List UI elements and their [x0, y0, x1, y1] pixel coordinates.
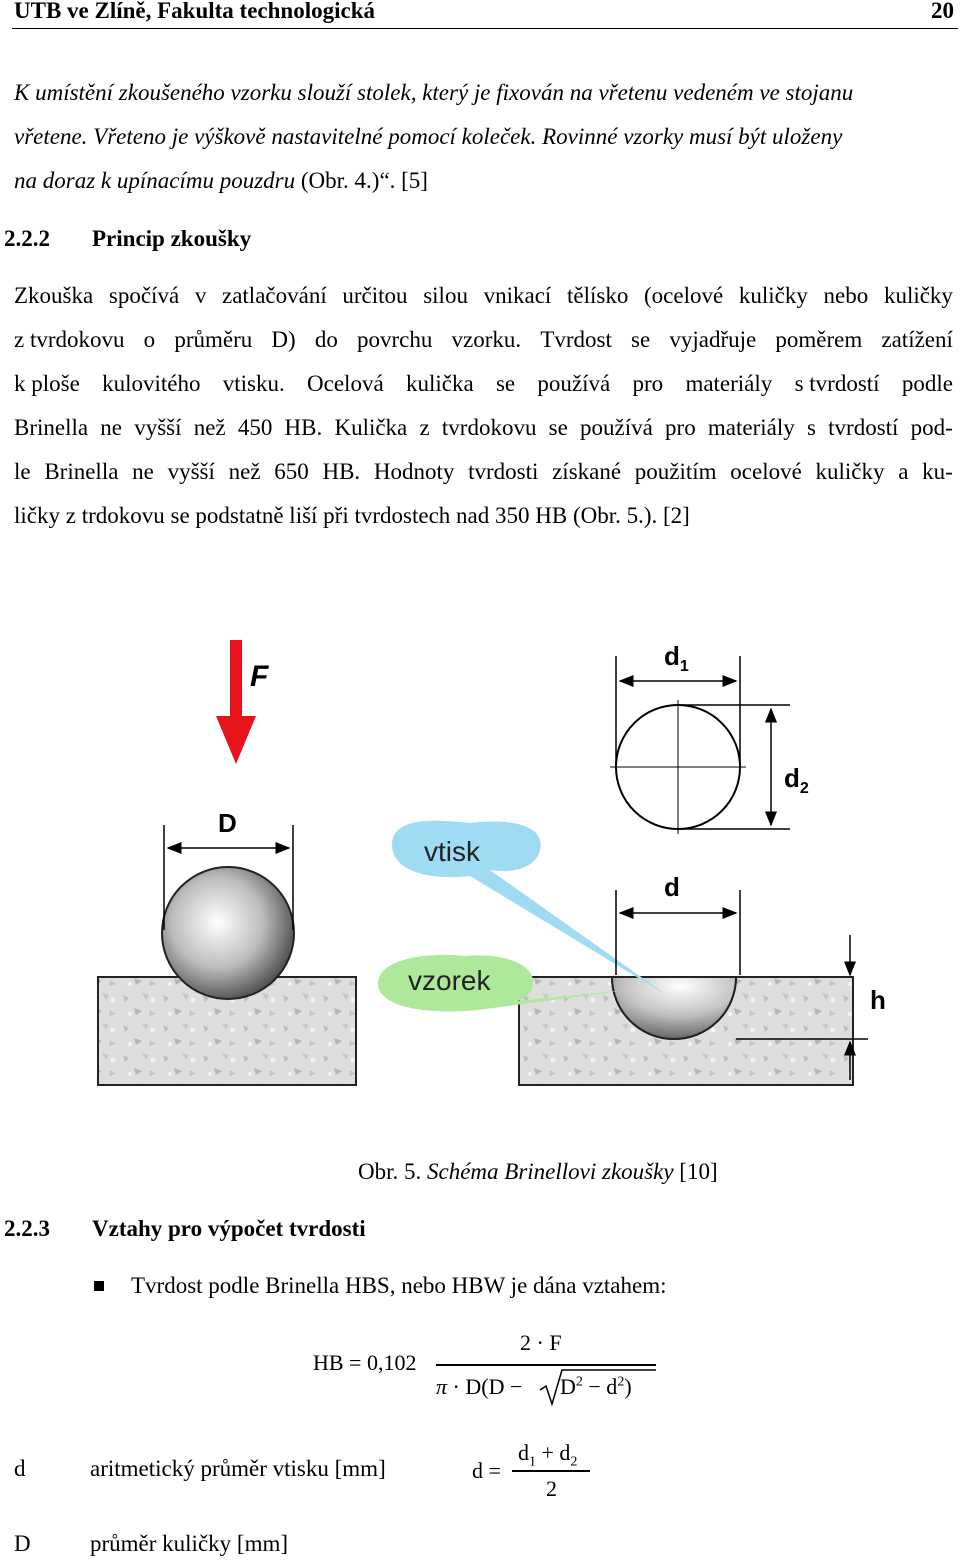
label-d1: $d_1$: [664, 641, 689, 675]
steel-ball: [162, 867, 294, 999]
bullet-text: Tvrdost podle Brinella HBS, nebo HBW je dána vztahem:: [131, 1273, 667, 1298]
para-line-6: ličky z trdokovu se podstatně liší při tvrdostech nad 350 HB (Obr. 5.). [2]: [14, 503, 690, 528]
def-d-fraction-bar: [512, 1470, 590, 1472]
def-d-numerator: $d_1 + d_2$: [518, 1440, 578, 1470]
def-D-text: průměr kuličky [mm]: [90, 1531, 289, 1556]
formula-numerator: 2 · F: [520, 1330, 562, 1355]
sqrt-content: $D^2 - d^2$): [560, 1374, 632, 1399]
page-number: 20: [931, 0, 954, 23]
section-number-223: 2.2.3: [4, 1216, 50, 1241]
intro-line-3: [14, 168, 428, 194]
para-line-1: Zkouška spočívá v zatlačování určitou silou vnikací tělísko (ocelové kuličky nebo kuličky: [14, 283, 953, 308]
intro-line-1: K umístění zkoušeného vzorku slouží stolek, který je fixován na vřetenu vedeném ve stojanu: [14, 80, 854, 105]
section-number-222: 2.2.2: [4, 226, 50, 251]
para-line-3: k ploše kulovitého vtisku. Ocelová kulička se používá pro materiály s tvrdostí podle: [14, 371, 953, 396]
def-d-lhs: d =: [472, 1458, 501, 1483]
formula-denominator: π · D(D −: [436, 1374, 523, 1399]
para-line-5: le Brinella ne vyšší než 650 HB. Hodnoty tvrdosti získané použitím ocelové kuličky a ku-: [14, 459, 953, 484]
intro-line-3-italic: na doraz k upínacímu pouzdru: [14, 168, 296, 193]
brinell-figure: [0, 600, 960, 1130]
page-header: [12, 0, 958, 29]
bullet-square-icon: [94, 1281, 104, 1291]
label-vtisk: vtisk: [424, 836, 480, 867]
section-title-223: Vztahy pro výpočet tvrdosti: [92, 1216, 366, 1241]
section-title-222: Princip zkoušky: [92, 226, 252, 251]
def-d-denominator: 2: [546, 1476, 557, 1501]
label-d: d: [664, 872, 680, 902]
def-D-symbol: D: [14, 1531, 31, 1556]
label-F: F: [250, 660, 269, 693]
caption-title: Schéma Brinellovi zkoušky: [427, 1159, 674, 1184]
para-line-2: z tvrdokovu o průměru D) do povrchu vzorku. Tvrdost se vyjadřuje poměrem zatížení: [14, 327, 953, 352]
label-d2: $d_2$: [784, 763, 809, 797]
intro-line-3-rest: (Obr. 4.)“. [5]: [295, 168, 428, 193]
caption-ref: [10]: [673, 1159, 718, 1184]
formula-lhs: HB = 0,102: [313, 1350, 417, 1375]
label-h: h: [870, 985, 886, 1015]
force-arrow-icon: [216, 640, 256, 764]
label-vzorek: vzorek: [408, 965, 491, 996]
header-title: UTB ve Zlíně, Fakulta technologická: [14, 0, 375, 23]
label-D: D: [218, 808, 237, 838]
def-d-text: aritmetický průměr vtisku [mm]: [90, 1456, 386, 1481]
def-d-symbol: d: [14, 1456, 26, 1481]
para-line-4: Brinella ne vyšší než 450 HB. Kulička z tvrdokovu se používá pro materiály s tvrdostí pod-: [14, 415, 953, 440]
figure-caption: [358, 1159, 718, 1185]
caption-prefix: Obr. 5.: [358, 1159, 427, 1184]
intro-line-2: vřetene. Vřeteno je výškově nastavitelné pomocí koleček. Rovinné vzorky musí být uloženy: [14, 124, 843, 149]
